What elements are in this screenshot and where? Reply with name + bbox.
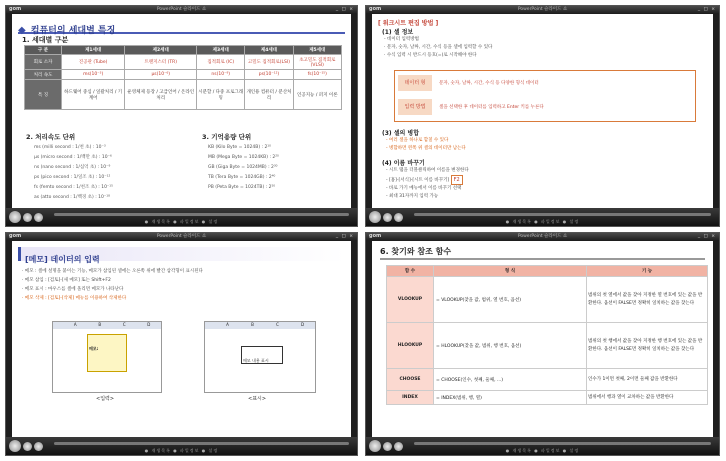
player-menu: [366, 219, 719, 225]
function-desc: 범위에서 행과 열이 교차하는 값을 반환한다: [587, 391, 708, 405]
column-header: C: [122, 322, 126, 327]
function-name: HLOOKUP: [387, 323, 434, 369]
menu-item[interactable]: ● 재생목록: [505, 219, 532, 224]
header-cell: 함 수: [387, 266, 434, 277]
menu-item[interactable]: ● 재생목록: [144, 219, 171, 224]
memo-box: [241, 346, 283, 364]
text-line: · 메모 삭제 : [검토]-[삭제] 메뉴를 이용하여 삭제한다: [22, 296, 127, 301]
function-format: = VLOOKUP(찾을 값, 범위, 열 번호, 옵션): [434, 277, 587, 323]
player-window-1: [5, 5, 358, 227]
list-item: MB (Mega Byte = 1024KB) : 2²⁰: [208, 155, 279, 160]
list-item: KB (Kilo Byte = 1024B) : 2¹⁰: [208, 145, 271, 150]
header-cell: 제3세대: [197, 46, 245, 55]
function-format: = INDEX(범위, 행, 열): [434, 391, 587, 405]
player-controls: [6, 437, 357, 455]
header-cell: 제4세대: [245, 46, 293, 55]
table-cell: 인공지능 / 퍼지 이론: [293, 80, 341, 110]
list-item: ns (nano second : 1/십억 초) : 10⁻⁹: [34, 165, 111, 170]
header-cell: 제1세대: [62, 46, 125, 55]
player-menu: [6, 448, 357, 454]
window-title: PowerPoint 슬라이드 쇼: [156, 7, 207, 12]
text-block: [386, 137, 466, 153]
slide-header-bar: [18, 247, 345, 264]
window-controls[interactable]: _ □ ×: [697, 7, 716, 12]
box-label: 데이터 형: [398, 75, 432, 91]
player-menu: [6, 219, 357, 225]
memo-text: 메모 내용 표시: [243, 358, 269, 363]
title-bar[interactable]: [366, 233, 719, 240]
text-line: · 메모 표시 : 마우스를 셀에 올리면 메모가 나타난다: [22, 287, 124, 292]
table-row: [387, 369, 708, 391]
column-header-row: [53, 322, 161, 329]
figure-caption: <표시>: [248, 396, 267, 402]
function-desc: 인수가 1이면 첫째, 2이면 둘째 값을 반환한다: [587, 369, 708, 391]
table-cell: 트랜지스터 (TR): [125, 55, 197, 70]
text-line: - 여러 셀을 하나로 합칠 수 있다: [386, 138, 449, 143]
function-format: = CHOOSE(인수, 첫째, 둘째, ...): [434, 369, 587, 391]
text-line: [386, 175, 469, 185]
table-cell: 개인용 컴퓨터 / 분산처리: [245, 80, 293, 110]
table-cell: 진공관 (Tube): [62, 55, 125, 70]
function-table: [386, 265, 708, 405]
seek-bar[interactable]: [54, 442, 349, 445]
seek-bar[interactable]: [414, 442, 711, 445]
text-line: · 메모 삽입 : [검토]-[새 메모] 또는 Shift+F2: [22, 278, 111, 283]
function-name: INDEX: [387, 391, 434, 405]
table-row: [387, 277, 708, 323]
diamond-icon: ◆: [18, 25, 26, 36]
list-item: μs (micro second : 1/백만 초) : 10⁻⁶: [34, 155, 112, 160]
table-cell: ps(10⁻¹²): [245, 70, 293, 80]
seek-bar[interactable]: [414, 213, 711, 216]
title-bar[interactable]: [6, 6, 357, 13]
player-controls: [6, 208, 357, 226]
table-row: [25, 55, 342, 70]
text-block: [22, 267, 343, 303]
table-row: [387, 391, 708, 405]
generation-table: [24, 45, 342, 110]
spreadsheet-figure-1: [52, 321, 162, 393]
box-text: 문자, 숫자, 날짜, 시간, 수식 등 다양한 형식 데이터: [439, 81, 539, 86]
spreadsheet-figure-2: [204, 321, 316, 393]
text-line: - 시트 탭을 더블클릭하여 이름을 변경한다: [386, 168, 469, 173]
header-cell: 형 식: [434, 266, 587, 277]
function-format: = HLOOKUP(찾을 값, 범위, 행 번호, 옵션): [434, 323, 587, 369]
window-controls[interactable]: _ □ ×: [697, 234, 716, 239]
figure-caption: <입력>: [96, 396, 115, 402]
slide-4: [372, 241, 713, 438]
list-item: ps (pico second : 1/일조 초) : 10⁻¹²: [34, 175, 111, 180]
column-header: D: [147, 322, 151, 327]
text-block: [384, 36, 492, 60]
table-row: [25, 80, 342, 110]
function-name: VLOOKUP: [387, 277, 434, 323]
table-header-row: [387, 266, 708, 277]
table-cell: ns(10⁻⁹): [197, 70, 245, 80]
player-menu: [366, 448, 719, 454]
speed-unit-list: [34, 143, 113, 203]
title-bar[interactable]: [366, 6, 719, 13]
box-label: 입력 방법: [398, 99, 432, 115]
menu-item[interactable]: ● 파일정보: [534, 448, 561, 453]
list-item: as (atto second : 1/백경 초) : 10⁻¹⁸: [34, 195, 110, 200]
player-window-3: [5, 232, 358, 456]
title-divider: [380, 258, 705, 260]
table-cell: 운영체제 등장 / 고급언어 / 온라인 처리: [125, 80, 197, 110]
table-cell: 시분할 / 다중 프로그래밍: [197, 80, 245, 110]
column-header: B: [98, 322, 102, 327]
window-title: PowerPoint 슬라이드 쇼: [517, 7, 568, 12]
text-line: - 데이터 입력방법: [384, 37, 419, 42]
table-cell: μs(10⁻⁶): [125, 70, 197, 80]
function-name: CHOOSE: [387, 369, 434, 391]
column-header: A: [226, 322, 229, 327]
header-cell: 구 분: [25, 46, 62, 55]
window-title: PowerPoint 슬라이드 쇼: [517, 234, 568, 239]
header-cell: 기 능: [587, 266, 708, 277]
section-heading: (3) 셀의 병합: [382, 130, 420, 137]
player-logo: gom: [9, 6, 22, 12]
column-header: D: [300, 322, 305, 327]
menu-item[interactable]: ● 파일정보: [173, 219, 200, 224]
list-item: PB (Peta Byte = 1024TB) : 2⁵⁰: [208, 185, 276, 190]
memo-box: [87, 334, 127, 372]
player-logo: gom: [369, 6, 382, 12]
menu-item[interactable]: ● 설정: [201, 219, 219, 224]
key-badge: F2: [451, 175, 463, 185]
text-line: · 수식 입력 시 반드시 등호(=)로 시작해야 한다: [384, 53, 477, 58]
row-label: 처리 속도: [25, 70, 62, 80]
row-label: 특 징: [25, 80, 62, 110]
menu-item[interactable]: ● 설정: [562, 219, 580, 224]
header-cell: 제2세대: [125, 46, 197, 55]
slide-title: [18, 18, 345, 34]
menu-item[interactable]: ● 재생목록: [505, 448, 532, 453]
table-row: [387, 323, 708, 369]
row-label: 회로 소자: [25, 55, 62, 70]
column-header: A: [73, 322, 77, 327]
player-controls: [366, 208, 719, 226]
list-item: fs (femto second : 1/천조 초) : 10⁻¹⁵: [34, 185, 113, 190]
header-cell: 제5세대: [293, 46, 341, 55]
section-heading: 1. 세대별 구분: [22, 36, 69, 44]
memo-text: 메모:: [89, 346, 99, 351]
window-title: PowerPoint 슬라이드 쇼: [156, 234, 207, 239]
text-line-content: - [홈]-[서식]-[시트 이름 바꾸기]: [386, 178, 450, 183]
function-desc: 범위의 첫 행에서 값을 찾아 지정한 행 번호에 있는 값을 반환한다. 옵션이 FALSE면 정확히 일치하는 값을 찾는다: [587, 323, 708, 369]
title-bar[interactable]: [6, 233, 357, 240]
section-heading: (4) 이름 바꾸기: [382, 160, 425, 167]
window-controls[interactable]: _ □ ×: [335, 234, 354, 239]
text-line: · 문자, 숫자, 날짜, 시간, 수식 등을 셀에 입력할 수 있다: [384, 45, 493, 50]
column-header: C: [276, 322, 279, 327]
slide-header: [메모] 데이터의 입력: [25, 255, 100, 264]
table-row: [25, 70, 342, 80]
menu-item[interactable]: ● 재생목록: [144, 448, 171, 453]
text-line: - 병합하면 왼쪽 위 셀의 데이터만 남는다: [386, 146, 466, 151]
table-cell: 하드웨어 중심 / 일괄처리 / 기계어: [62, 80, 125, 110]
seek-bar[interactable]: [54, 213, 349, 216]
text-line: - 최대 31자까지 입력 가능: [386, 194, 439, 199]
table-header-row: [25, 46, 342, 55]
list-item: ms (milli second : 1/천 초) : 10⁻³: [34, 145, 106, 150]
table-cell: ms(10⁻³): [62, 70, 125, 80]
player-logo: gom: [9, 233, 22, 239]
column-header-row: [205, 322, 315, 329]
player-logo: gom: [369, 233, 382, 239]
menu-item[interactable]: ● 파일정보: [173, 448, 200, 453]
menu-item[interactable]: ● 설정: [562, 448, 580, 453]
menu-item[interactable]: ● 파일정보: [534, 219, 561, 224]
table-cell: 고밀도 집적회로(LSI): [245, 55, 293, 70]
player-window-2: [365, 5, 720, 227]
box-text: 셀을 선택한 후 데이터를 입력하고 Enter 키를 누른다: [439, 105, 544, 110]
slide-title: 6. 찾기와 참조 함수: [380, 247, 452, 256]
list-item: GB (Giga Byte = 1024MB) : 2³⁰: [208, 165, 278, 170]
player-window-4: [365, 232, 720, 456]
text-line: - 바로 가기 메뉴에서 이름 바꾸기 선택: [386, 186, 462, 191]
function-desc: 범위의 첫 열에서 값을 찾아 지정한 열 번호에 있는 값을 반환한다. 옵션이 FALSE면 정확히 일치하는 값을 찾는다: [587, 277, 708, 323]
info-box: [394, 70, 696, 122]
slide-3: [12, 241, 351, 438]
text-block: [386, 167, 469, 201]
slide-2: [372, 14, 713, 209]
table-cell: 초고밀도 집적회로(VLSI): [293, 55, 341, 70]
window-controls[interactable]: _ □ ×: [335, 7, 354, 12]
player-controls: [366, 437, 719, 455]
slide-header: [ 워크시트 편집 방법 ]: [378, 20, 439, 27]
slide-1: [12, 14, 351, 209]
storage-unit-list: [208, 143, 279, 193]
table-cell: fs(10⁻¹⁵): [293, 70, 341, 80]
title-text: 컴퓨터의 세대별 특징: [30, 26, 116, 36]
section-heading: (1) 셀 정보: [382, 29, 414, 36]
table-cell: 집적회로 (IC): [197, 55, 245, 70]
column-header: B: [251, 322, 254, 327]
menu-item[interactable]: ● 설정: [201, 448, 219, 453]
section-heading: 3. 기억용량 단위: [202, 133, 252, 141]
section-heading: 2. 처리속도 단위: [26, 133, 76, 141]
list-item: TB (Tera Byte = 1024GB) : 2⁴⁰: [208, 175, 276, 180]
text-line: · 메모 : 셀에 설명을 붙이는 기능, 메모가 삽입된 셀에는 오른쪽 위에 빨간 삼각형이 표시된다: [22, 269, 203, 274]
